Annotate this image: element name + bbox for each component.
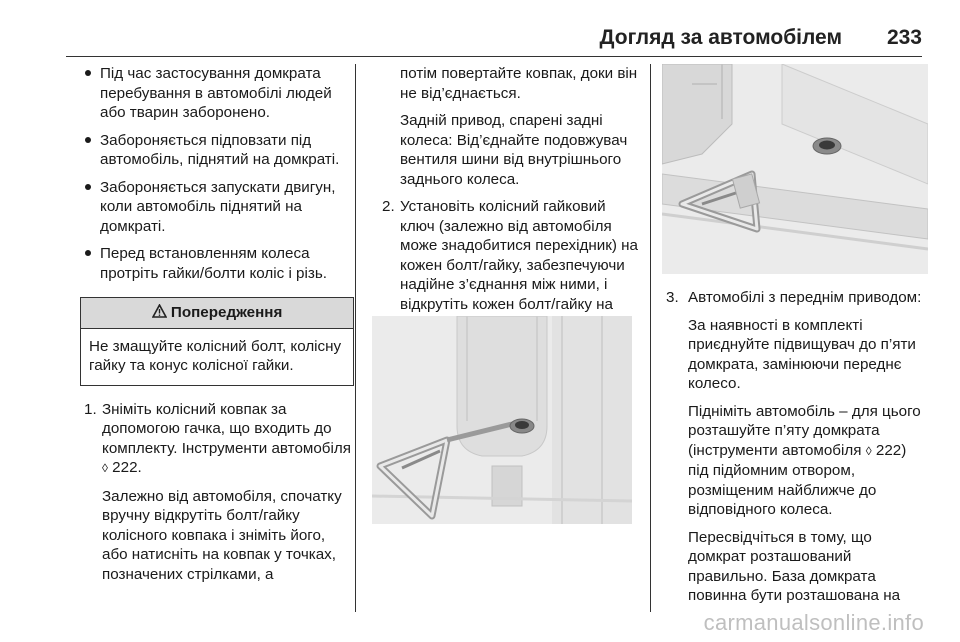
step-text: Залежно від автомобіля, спочатку вручну відкрутіть болт/гайку колісного ковпака і зніміть його, або натисніть на ковпак у точках, позначених стрілками, а (102, 487, 342, 583)
step-1 (70, 400, 354, 585)
bullet-item: Під час застосування домкрата перебування в автомобілі людей або тварин заборонено. (70, 64, 354, 123)
warning-triangle-icon (152, 304, 171, 321)
step-text-part: Підніміть автомобіль – для цього розташуйте п’яту домкрата (інструменти автомобіля (688, 402, 921, 459)
bullet-item: Забороняється підповзати під автомобіль, піднятий на домкраті. (70, 131, 354, 170)
step-2 (370, 197, 638, 334)
step-text-part: підйомним отвором, розміщеним найближче до відповідного колеса. (688, 462, 877, 518)
page-header (0, 0, 960, 56)
step-text: Пересвідчіться в тому, що домкрат розташований правильно. База домкрата повинна бути розташована на (688, 528, 901, 604)
page-reference-link[interactable]: 222. (112, 459, 142, 476)
column-3 (666, 288, 928, 606)
step-text: За наявності в комплекті приєднуйте підвищувач до п’яти домкрата, замінюючи переднє колесо. (688, 316, 916, 392)
jack-illustration-rear (372, 316, 632, 524)
column-2 (370, 64, 638, 334)
warning-title: Попередження (170, 304, 283, 321)
step-text (688, 402, 928, 520)
page-reference-link[interactable]: 222) під (688, 441, 907, 479)
step-text (102, 400, 354, 479)
section-title: Догляд за автомобілем (599, 26, 842, 49)
step-number: 2. (382, 198, 395, 215)
column-divider (650, 64, 651, 612)
paragraph: Задній привод, спарені задні колеса: Від’єднайте подовжувач вентиля шини від внутрішнього заднього колеса. (400, 112, 628, 188)
step-number: 1. (84, 400, 97, 418)
step-text-part: Зніміть колісний ковпак за допомогою гачка, що входить до комплекту. Інструменти автомобіля (102, 400, 351, 457)
warning-header (81, 298, 353, 329)
page-number: 233 (886, 26, 922, 49)
warning-text: Не змащуйте колісний болт, колісну гайку та конус колісної гайки. (89, 337, 342, 374)
step-text: Установіть колісний гайковий ключ (залежно від автомобіля може знадобитися перехідник) на кожен болт/гайку, забезпечуючи надійне з’єднання між ними, і відкрутіть кожен болт/гайку на (400, 198, 638, 313)
column-divider (355, 64, 356, 612)
header-rule (66, 56, 922, 57)
watermark: carmanualsonline.info (703, 610, 924, 635)
reference-symbol-icon: ◊ (865, 443, 872, 458)
step-3 (666, 288, 928, 606)
warning-box (80, 297, 354, 386)
bullet-item: Забороняється запускати двигун, коли автомобіль піднятий на домкраті. (70, 178, 354, 237)
column-1 (70, 64, 354, 592)
step-title: Автомобілі з переднім приводом: (688, 289, 922, 306)
safety-bullet-list (70, 64, 354, 283)
reference-symbol-icon: ◊ (102, 461, 108, 475)
step-number: 3. (666, 289, 679, 306)
paragraph: потім повертайте ковпак, доки він не від’єднається. (400, 65, 638, 102)
bullet-item: Перед встановленням колеса протріть гайки/болти коліс і різь. (70, 244, 354, 283)
jack-illustration-front (662, 64, 928, 274)
